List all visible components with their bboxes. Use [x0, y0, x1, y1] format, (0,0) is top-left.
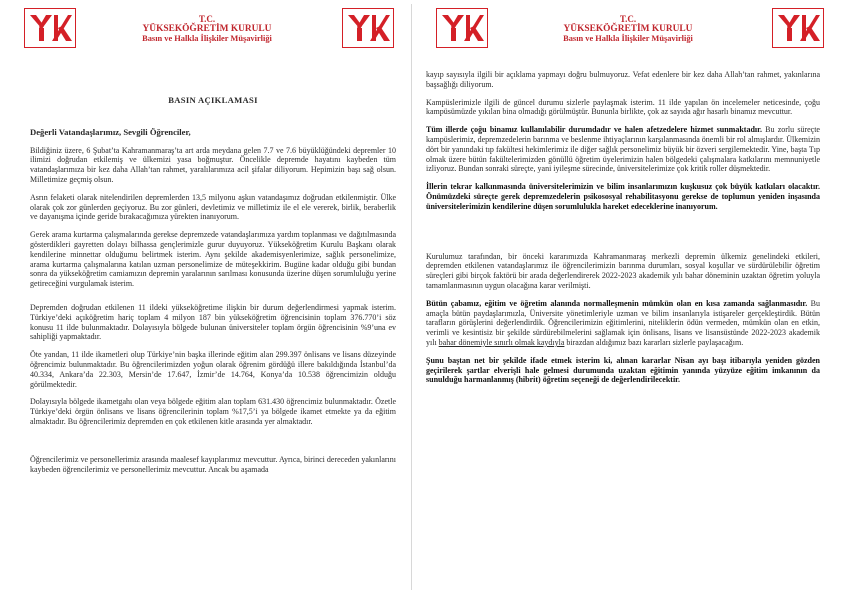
paragraph-earthquake-intro: Bildiğiniz üzere, 6 Şubat’ta Kahramanmaraş’ta art arda meydana gelen 7.7 ve 7.6 büyüklüğündeki depremler 10 ilimizi doğrudan etkilemiş ve ülkemizi yasa boğmuştur. Öncelikle depremde hayatını kaybeden tüm vatandaşlarımıza bir kez daha Allah’tan rahmet, yaralılarımıza acil şifalar diliyorum. Hepimizin başı sağ olsun. Milletimize geçmiş olsun.: [30, 145, 396, 184]
heading-line-3: Basın ve Halkla İlişkiler Müşavirliği: [142, 34, 272, 43]
left-page: [6, 4, 408, 590]
paragraph-total-students: Dolayısıyla bölgede ikametgahı olan veya bölgede eğitim alan toplam 631.430 öğrencimiz bulunmaktadır. Özetle Türkiye’deki örgün önlisans ve lisans öğrencilerinin toplam %17,5’i ya bölgede ikamet etmekte ya da eğitim almaktadır. Bu öğrencilerimiz depremden en çok etkilenen kitle arasında yer almaktadır.: [30, 397, 396, 426]
paragraph-losses: Öğrencilerimiz ve personellerimiz arasında maalesef kayıplarımız mevcuttur. Ayrıca, birinci dereceden yakınlarını kaybeden öğrencilerimiz ve personellerimiz mevcuttur. Ancak bu aşamada: [30, 454, 396, 474]
yok-logo-right: [342, 8, 394, 48]
normalization-text-end: birazdan aldığımız bazı kararları sizlerle paylaşacağım.: [564, 337, 744, 347]
document-title: BASIN AÇIKLAMASI: [168, 95, 258, 105]
letterhead: [6, 4, 408, 50]
letterhead: [418, 4, 838, 50]
paragraph-recovery: [426, 182, 820, 211]
paragraph-affected-provinces: Depremden doğrudan etkilenen 11 ildeki yükseköğretime ilişkin bir durum değerlendirmesi yapmak isterim. Türkiye’deki açıköğretim hariç toplam 4 milyon 187 bin yükseköğretim öğrencisinin toplam 376.770’i söz konusu 11 ilde bulunmaktadır. Dolayısıyla bölgede bulunan üniversiteler toplam örgün öğrencisinin %9’una ev sahipliği yapmaktadır.: [30, 302, 396, 342]
paragraph-continuation: kayıp sayısıyla ilgili bir açıklama yapmayı doğru bulmuyoruz. Vefat edenlere bir kez daha Allah’tan rahmet, yakınlarına başsağlığı diliyorum.: [426, 70, 820, 89]
recovery-bold: İllerin tekrar kalkınmasında üniversitelerimizin ve bilim insanlarımızın kuşkusuz çok büyük katkıları olacaktır. Önümüzdeki süreçte gerek depremzedelerin psikososyal rehabilitasyonu gerekse de toplumun yeniden inşasında üniversitelerimizin kendilerine düşen sorumlulukla hareket edeceklerine inanıyorum.: [426, 182, 820, 211]
heading-line-3: Basın ve Halkla İlişkiler Müşavirliği: [563, 34, 693, 43]
paragraph-decision: Kurulumuz tarafından, bir önceki kararımızda Kahramanmaraş merkezli depremin ülkemiz genelindeki etkileri, depremden etkilenen vatandaşlarımız ile öğrencilerimizin barınma durumları, sosyal koşullar ve sürdürülebilir öğretim süreçleri gibi birçok faktörü bir arada değerlendirerek 2022-2023 akademik yılı bahar döneminin uzaktan öğretim yoluyla tamamlanmasının uygun olacağına karar verilmişti.: [426, 251, 820, 290]
heading-line-2: YÜKSEKÖĞRETİM KURULU: [563, 24, 693, 34]
paragraph-disaster: Asrın felaketi olarak nitelendirilen depremlerden 13,5 milyonu aşkın vatandaşımız doğrudan etkilenmiştir. Ülke olarak çok zor günlerden geçiyoruz. Bu zor günleri, devletimiz ve milletimiz ile el ele vererek, birlik, beraberlik ve dayanışma içinde geride bırakacağımıza yürekten inanıyorum.: [30, 192, 396, 222]
normalization-underlined: bahar dönemiyle sınırlı olmak kaydıyla: [438, 337, 565, 347]
right-page-body: [418, 70, 838, 385]
heading-line-1: T.C.: [619, 14, 637, 24]
buildings-bold: Tüm illerde çoğu binamız kullanılabilir durumdadır ve halen afetzedelere hizmet sunmaktadır.: [426, 125, 762, 135]
paragraph-campuses: Kampüslerimizle ilgili de güncel durumu sizlerle paylaşmak isterim. 11 ilde yapılan ön incelemeler neticesinde, çoğu kampüsümüzde yıkılan bina olmadığı görülmüştür. Bununla birlikte, çok az sayıda ağır hasarlı binamız mevcuttur.: [426, 97, 820, 117]
left-page-body: [6, 60, 408, 474]
paragraph-normalization: [426, 299, 820, 348]
heading-line-1: T.C.: [198, 14, 216, 24]
paragraph-buildings: [426, 125, 820, 174]
paragraph-resident-students: Öte yandan, 11 ilde ikametleri olup Türkiye’nin başka illerinde eğitim alan 299.397 önlisans ve lisans düzeyinde öğrencimiz bulunmaktadır. Bu öğrencilerimizden yoğun olarak öğrenim gördüğü illere bakıldığında İstanbul’da 40.334, Ankara’da 22.303, Mersin’de 17.647, İzmir’de 14.764, Konya’da 10.538 öğrencimizin olduğu görülmektedir.: [30, 350, 396, 389]
hybrid-bold: Şunu baştan net bir şekilde ifade etmek isterim ki, alınan kararlar Nisan ayı başı itibarıyla yeniden gözden geçirilerek şartlar elverişli hale gelmesi durumunda uzaktan eğitimin yanında yüzyüze eğitim imkanının da sunulduğu harmanlanmış (hibrit) öğretim seçeneği de değerlendirilecektir.: [426, 355, 820, 385]
yok-logo-right: [772, 8, 824, 48]
normalization-bold: Bütün çabamız, eğitim ve öğretim alanında normalleşmenin mümkün olan en kısa zamanda sağlanmasıdır.: [426, 298, 808, 308]
paragraph-hybrid: [426, 356, 820, 385]
paragraph-gratitude: Gerek arama kurtarma çalışmalarında gerekse depremzede vatandaşlarımıza yardım toplanması ve dağıtılmasında gösterdikleri gayretten dolayı bilhassa gençlerimizle gurur duyuyoruz. Yükseköğretim Kurulu Başkanı olarak kendilerine minnettar olduğumu belirtmek isterim. Aynı şekilde akademisyenlerimize, sağlık personelimize, arama kurtarma çalışmalarına katılan uzman personelimize de müteşekkirim. Bugüne kadar olduğu gibi bundan sonra da yükseköğretim camiamızın depremin yaralarının sarılması konusunda üzerine düşen sorumluluğu yerine getireceğini vurgulamak isterim.: [30, 230, 396, 289]
buildings-text: Bu zorlu süreçte kampüslerimiz, depremzedelerin barınma ve beslenme ihtiyaçlarının karşılanmasında önemli bir rol almışlardır. Ülkemizin dört bir yanındaki tıp fakültesi hekimlerimiz ile diğer sağlık personelimiz büyük bir özveri sergilemektedir. Yine, başta Tıp olmak üzere bütün fakültelerimizden gönüllü öğretim üyelerimizin halen bölgedeki çalışmalara katkılarını memnuniyetle izliyoruz. Bundan sonraki süreçte, yani iyileşme sürecinde, üniversitelerimize çok kritik roller düşmektedir.: [426, 125, 820, 174]
right-page: [418, 4, 838, 590]
heading-line-2: YÜKSEKÖĞRETİM KURULU: [142, 24, 272, 34]
salutation: Değerli Vatandaşlarımız, Sevgili Öğrenciler,: [30, 126, 191, 137]
normalization-text: Bu amaçla bütün paydaşlarımızla, Üniversite yönetimleriyle uzman ve bilim insanlarıyla istişareler gerçekleştirdik. Bütün tarafların görüşlerini değerlendirdik. Öğrencilerimizin eğitimlerini, niteliklerin ödün vermeden, mümkün olan en etkin, verimli ve kesintisiz bir şekilde sürdürebilmelerini sağlamak için önlisans, lisans ve lisansüstünde 2022-2023 akademik yılı: [426, 298, 820, 347]
